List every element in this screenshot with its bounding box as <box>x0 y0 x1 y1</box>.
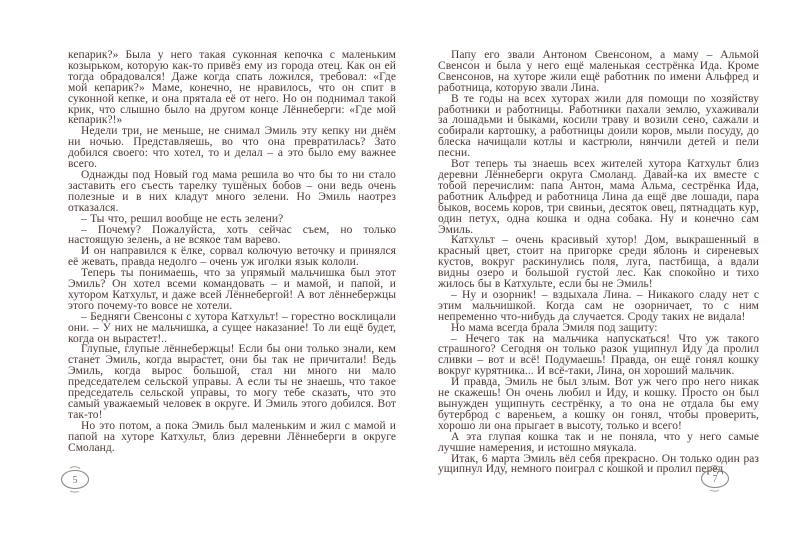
paragraph: кепарик?» Была у него такая суконная кепочка с маленьким козырьком, которую как-то привёз ему из города отец. Как он ей тогда обрадовался! Даже когда спать ложился, требовал: «Где мой кепарик?» Маме, конечно, не нравилось, что он спит в суконной кепке, и она прятала её от него. Но он поднимал такой крик, что слышно было на другом конце Лённеберги: «Где мой кепарик?!» <box>68 49 396 127</box>
right-page <box>438 50 759 475</box>
paragraph: Однажды под Новый год мама решила во что бы то ни стало заставить его съесть тарелку тушёных бобов – они ведь очень полезные и в них кладут много зелени. Но Эмиль наотрез отказался. <box>68 168 396 214</box>
paragraph: Недели три, не меньше, не снимал Эмиль эту кепку ни днём ни ночью. Представляешь, во что она превратилась? Зато добился своего: что хотел, то и делал – а это было ему важнее всего. <box>68 125 396 171</box>
paragraph: – Ты что, решил вообще не есть зелени? <box>81 212 284 225</box>
paragraph: Итак, 6 марта Эмиль вёл себя прекрасно. Он только один раз ущипнул Иду, немного поиграл с кошкой и пролил перед <box>438 452 759 476</box>
hand-drawn-oval-icon <box>698 464 732 494</box>
page-number: 7 <box>712 474 718 485</box>
paragraph: – Бедняги Свенсоны с хутора Катхульт! – горестно восклицали они. – У них не мальчишка, а сущее наказание! То ли ещё будет, когда он вырастет!.. <box>68 310 396 345</box>
paragraph: – Нечего так на мальчика напускаться! Что уж такого страшного? Сегодня он только разок ущипнул Иду да пролил сливки – вот и всё! Подумаешь! Правда, он ещё гонял кошку вокруг курятника... И всё-таки, Лина, он хороший мальчик. <box>438 332 759 378</box>
paragraph: – Почему? Пожалуйста, хоть сейчас съем, но только настоящую зелень, а не всякое там варево. <box>68 223 396 247</box>
paragraph: А эта глупая кошка так и не поняла, что у него самые лучшие намерения, и истошно мяукала. <box>438 430 759 454</box>
paragraph: Вот теперь ты знаешь всех жителей хутора Катхульт близ деревни Лённеберги округа Смоланд. Давай-ка их вместе с тобой перечислим: папа Антон, мама Альма, сестрёнка Ида, работник Альфред и работница Лина да ещё две лошади, пара быков, восемь коров, три свиньи, десяток овец, пятнадцать кур, один петух, одна кошка и одна собака. Ну и конечно сам Эмиль. <box>438 158 759 236</box>
paragraph: И правда, Эмиль не был злым. Вот уж чего про него никак не скажешь! Он очень любил и Иду, и кошку. Просто он был вынужден ущипнуть сестрёнку, а то она не отдала бы ему бутерброд с вареньем, а кошку он гонял, чтобы проверить, хорошо ли она прыгает в высоту, только и всего! <box>438 376 759 432</box>
paragraph: – Ну и озорник! – вздыхала Лина. – Никакого сладу нет с этим мальчишкой. Когда сам не озорничает, то с ним непременно что-нибудь да случается. Сроду таких не видала! <box>438 288 759 323</box>
hand-drawn-oval-icon <box>58 465 92 495</box>
paragraph: Но мама всегда брала Эмиля под защиту: <box>451 321 658 334</box>
paragraph: Теперь ты понимаешь, что за упрямый мальчишка был этот Эмиль? Он хотел всеми командовать – и мамой, и папой, и хутором Катхульт, и даже всей Лённебергой! А вот лённебержцы этого почему-то вовсе не хотели. <box>68 267 396 312</box>
page-number-ornament-left <box>58 465 92 495</box>
page-number: 5 <box>72 475 78 486</box>
paragraph: Катхульт – очень красивый хутор! Дом, выкрашенный в красный цвет, стоит на пригорке среди яблонь и сиреневых кустов, вокруг раскинулись поля, луга, пастбища, а вдали видны озеро и большой густой лес. Как спокойно и тихо жилось бы в Катхульте, если бы не Эмиль! <box>438 234 759 291</box>
paragraph: Но это потом, а пока Эмиль был маленьким и жил с мамой и папой на хуторе Катхульт, близ деревни Лённеберги в округе Смоланд. <box>68 419 396 454</box>
paragraph: И он направился к ёлке, сорвал колючую веточку и принялся её жевать, правда недолго – очень уж иголки язык кололи. <box>68 245 396 269</box>
left-page <box>68 50 396 454</box>
paragraph: В те годы на всех хуторах жили для помощи по хозяйству работники и работницы. Работники пахали землю, ухаживали за лошадьми и быками, косили траву и возили сено, сажали и собирали картошку, а работницы доили коров, мыли посуду, до блеска начищали котлы и кастрюли, нянчили детей и пели песни. <box>438 92 759 160</box>
paragraph: Глупые, глупые лённебержцы! Если бы они только знали, кем станет Эмиль, когда вырастет, они бы так не причитали! Ведь Эмиль, когда вырос большой, стал ни много ни мало председателем сельской управы. А если ты не знаешь, что такое председатель сельской управы, то могу тебе сказать, что это самый уважаемый человек в округе. И Эмиль этого добился. Вот так-то! <box>68 343 396 421</box>
paragraph: Папу его звали Антоном Свенсоном, а маму – Альмой Свенсон и была у него ещё маленькая сестрёнка Ида. Кроме Свенсонов, на хуторе жили ещё работник по имени Альфред и работница, которую звали Лина. <box>438 49 759 94</box>
page-number-ornament-right <box>698 464 732 494</box>
